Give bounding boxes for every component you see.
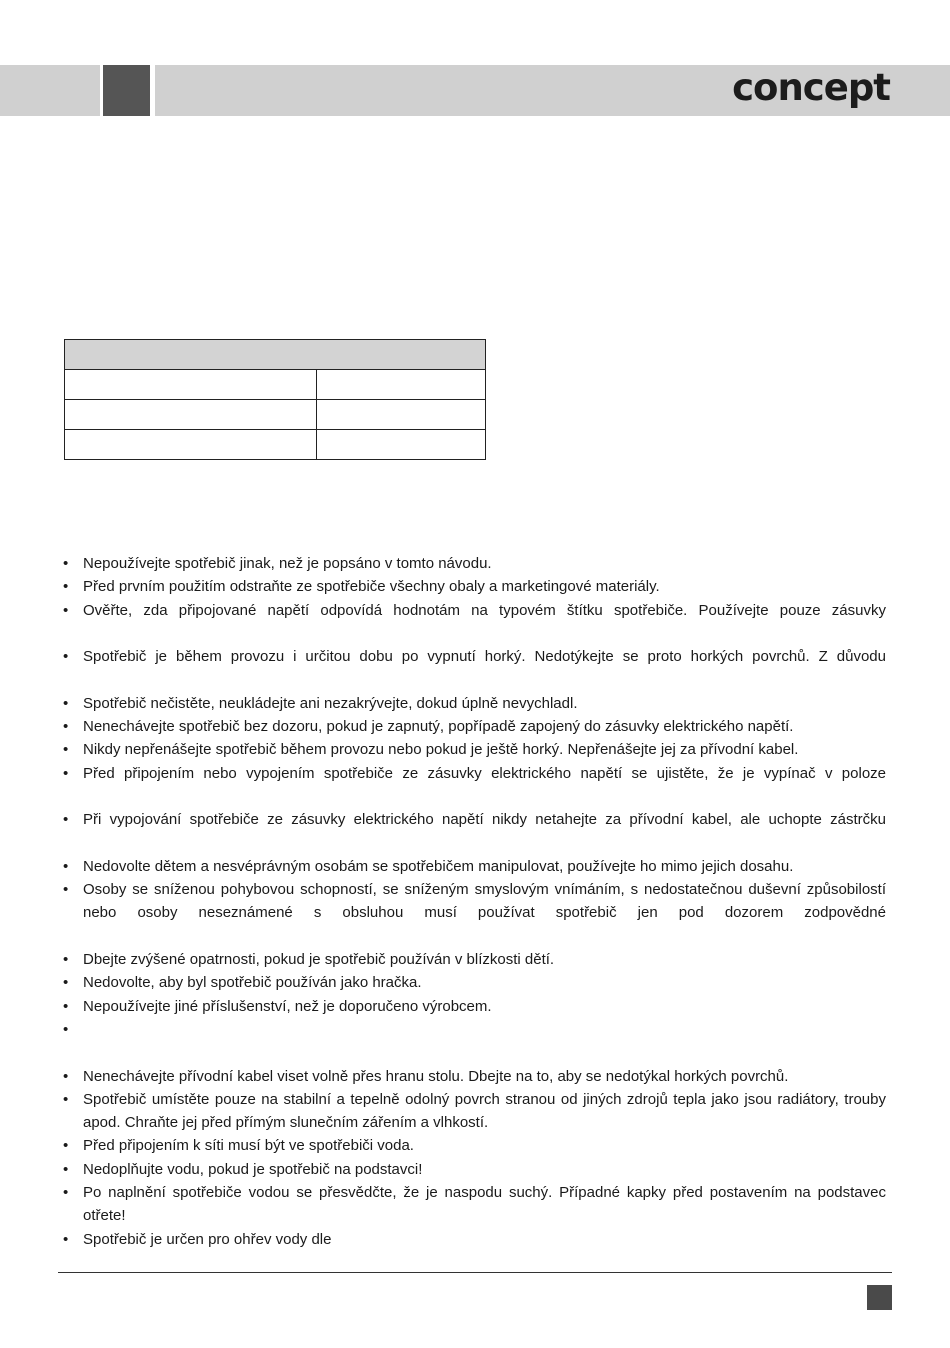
list-item	[60, 762, 886, 785]
bullet: •	[63, 578, 69, 596]
bullet: •	[63, 997, 69, 1015]
rule-text: Před prvním použitím odstraňte ze spotřebiče všechny obaly a marketingové materiály.	[83, 578, 660, 596]
brand-logo: concept	[732, 66, 890, 109]
rule-text: Nedovolte, aby byl spotřebič používán jako hračka.	[83, 974, 422, 992]
bullet: •	[63, 1067, 69, 1085]
rule-text: Ověřte, zda připojované napětí odpovídá hodnotám na typovém štítku spotřebiče. Používejte pouze zásuvky	[83, 601, 886, 619]
list-item	[60, 1134, 886, 1157]
rule-text: Nenechávejte spotřebič bez dozoru, pokud je zapnutý, popřípadě zapojený do zásuvky elektrického napětí.	[83, 718, 794, 736]
list-item	[60, 808, 886, 831]
spec-table-header-row	[65, 340, 486, 370]
list-item	[60, 878, 886, 925]
spec-table-header	[65, 340, 486, 370]
bullet: •	[63, 857, 69, 875]
bullet: •	[63, 694, 69, 712]
rule-text: Nedoplňujte vodu, pokud je spotřebič na podstavci!	[83, 1160, 423, 1178]
list-item	[60, 552, 886, 575]
list-item	[60, 1065, 886, 1088]
list-item	[60, 738, 886, 761]
rule-text: Spotřebič je během provozu i určitou dobu po vypnutí horký. Nedotýkejte se proto horkých povrchů. Z důvodu	[83, 648, 886, 666]
bullet: •	[63, 764, 69, 782]
list-item	[60, 692, 886, 715]
rule-text: Spotřebič nečistěte, neukládejte ani nezakrývejte, dokud úplně nevychladl.	[83, 694, 578, 712]
rule-text: Při vypojování spotřebiče ze zásuvky elektrického napětí nikdy netahejte za přívodní kabel, ale uchopte zástrčku	[83, 811, 886, 829]
bullet: •	[63, 1230, 69, 1248]
bullet: •	[63, 1184, 69, 1202]
spec-table	[64, 339, 486, 460]
list-item	[60, 645, 886, 668]
bullet: •	[63, 974, 69, 992]
bullet: •	[63, 741, 69, 759]
rule-text: Nenechávejte přívodní kabel viset volně přes hranu stolu. Dbejte na to, aby se nedotýkal horkých povrchů.	[83, 1067, 789, 1085]
spec-table-row	[65, 430, 486, 460]
list-item	[60, 1158, 886, 1181]
bullet: •	[63, 1160, 69, 1178]
rule-text: Nepoužívejte spotřebič jinak, než je popsáno v tomto návodu.	[83, 555, 492, 572]
bullet: •	[63, 1020, 69, 1038]
header-square	[100, 65, 155, 116]
list-item	[60, 599, 886, 622]
bullet: •	[63, 1090, 69, 1108]
list-item	[60, 948, 886, 971]
spec-table-cell-label	[65, 400, 317, 430]
list-item	[60, 715, 886, 738]
spec-table-cell-label	[65, 370, 317, 400]
list-item	[60, 1228, 886, 1251]
rule-text: Po naplnění spotřebiče vodou se přesvědčte, že je naspodu suchý. Případné kapky před postavením na podstavec otřete!	[83, 1184, 886, 1225]
footer-page-marker	[867, 1285, 892, 1310]
list-item	[60, 1018, 886, 1041]
list-item	[60, 575, 886, 598]
rule-text: Spotřebič umístěte pouze na stabilní a tepelně odolný povrch stranou od jiných zdrojů tepla jako jsou radiátory, trouby apod. Chraňte jej před přímým slunečním zářením a vlhkostí.	[83, 1090, 886, 1132]
rule-text: Před připojením nebo vypojením spotřebiče ze zásuvky elektrického napětí se ujistěte, že je vypínač v poloze	[83, 764, 886, 782]
bullet: •	[63, 555, 69, 572]
list-item	[60, 971, 886, 994]
rule-text: Nikdy nepřenášejte spotřebič během provozu nebo pokud je ještě horký. Nepřenášejte jej za přívodní kabel.	[83, 741, 799, 759]
rule-text: Spotřebič je určen pro ohřev vody dle	[83, 1230, 332, 1248]
list-item	[60, 1088, 886, 1135]
spec-table-row	[65, 400, 486, 430]
bullet: •	[63, 718, 69, 736]
footer-divider	[58, 1272, 892, 1273]
spec-table-cell-value	[317, 400, 486, 430]
rule-text: Před připojením k síti musí být ve spotřebiči voda.	[83, 1137, 414, 1155]
spec-table-row	[65, 370, 486, 400]
rule-text: Nedovolte dětem a nesvéprávným osobám se spotřebičem manipulovat, používejte ho mimo jejich dosahu.	[83, 857, 794, 875]
bullet: •	[63, 601, 69, 619]
list-item	[60, 855, 886, 878]
list-item	[60, 995, 886, 1018]
rule-text: Osoby se sníženou pohybovou schopností, se sníženým smyslovým vnímáním, s nedostatečnou duševní způsobilostí nebo osoby neseznámené s obsluhou musí používat spotřebič jen pod dozorem zodpovědné	[83, 881, 886, 922]
bullet: •	[63, 951, 69, 969]
bullet: •	[63, 648, 69, 666]
rule-text: Dbejte zvýšené opatrnosti, pokud je spotřebič používán v blízkosti dětí.	[83, 951, 555, 969]
bullet: •	[63, 1137, 69, 1155]
safety-rules-list	[60, 552, 886, 1251]
spec-table-cell-value	[317, 370, 486, 400]
spec-table-cell-label	[65, 430, 317, 460]
bullet: •	[63, 881, 69, 899]
bullet: •	[63, 811, 69, 829]
list-item	[60, 1181, 886, 1228]
rule-text: Nepoužívejte jiné příslušenství, než je doporučeno výrobcem.	[83, 997, 492, 1015]
spec-table-cell-value	[317, 430, 486, 460]
